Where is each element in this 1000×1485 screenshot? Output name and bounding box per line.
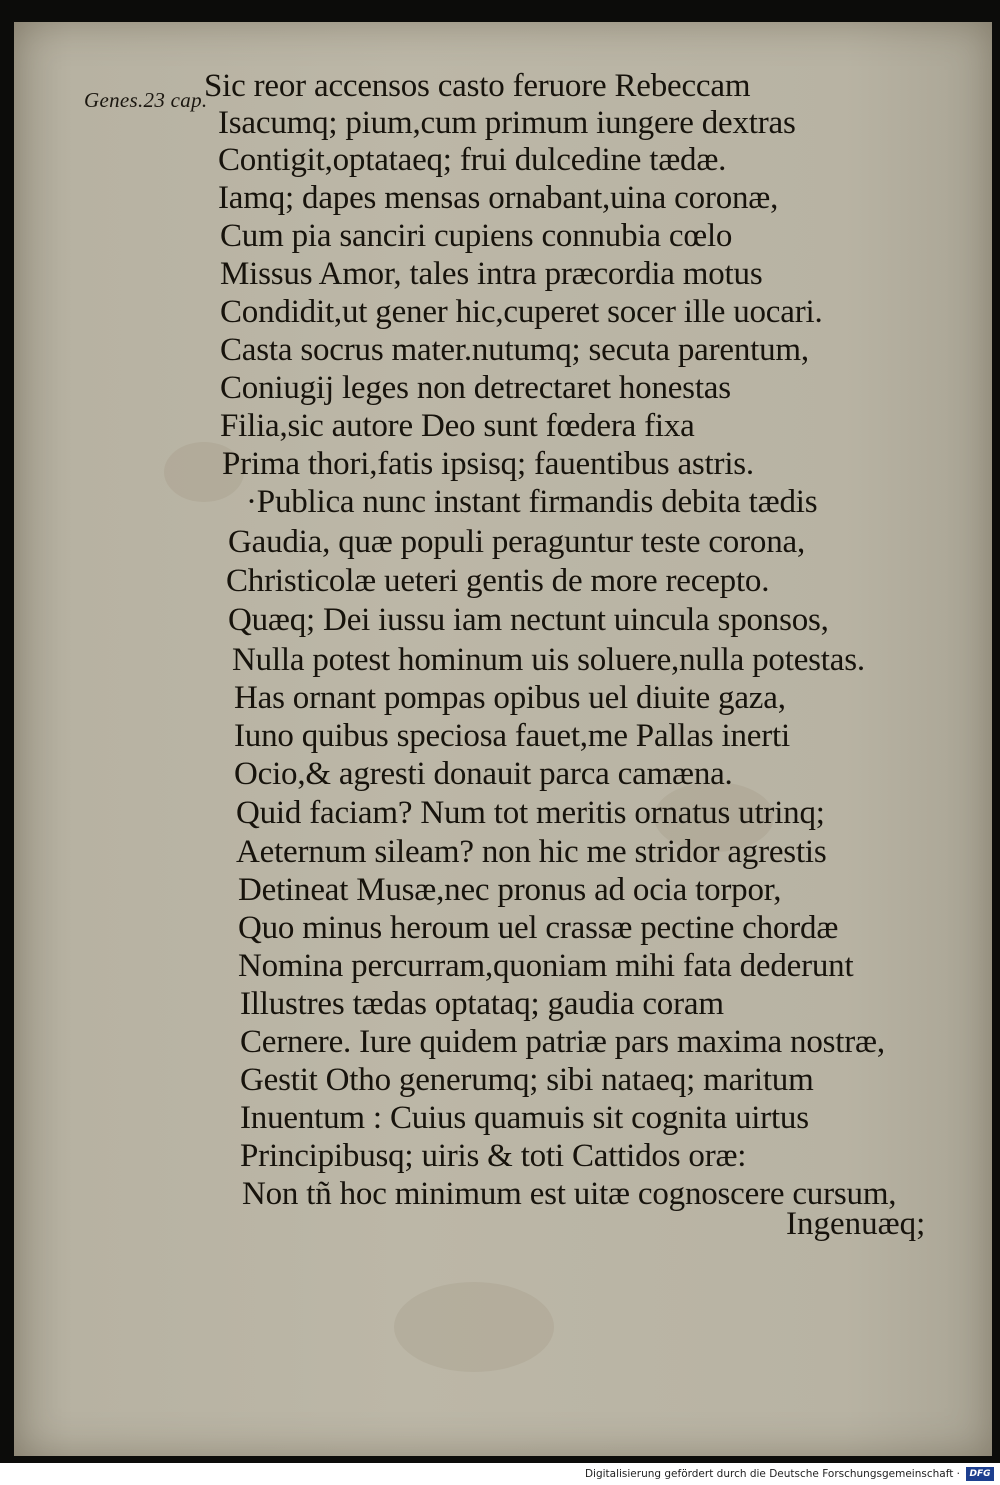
catchword: Ingenuæq;: [786, 1206, 926, 1242]
verse-line: Quid faciam? Num tot meritis ornatus utrinq;: [236, 795, 825, 831]
verse-line: Filia,sic autore Deo sunt fœdera fixa: [220, 408, 695, 444]
verse-line: Cernere. Iure quidem patriæ pars maxima nostræ,: [240, 1024, 885, 1060]
funding-credit: Digitalisierung gefördert durch die Deutsche Forschungsgemeinschaft ·: [584, 1468, 960, 1480]
verse-line: Gaudia, quæ populi peraguntur teste corona,: [228, 524, 805, 560]
verse-line: Inuentum : Cuius quamuis sit cognita uirtus: [240, 1100, 809, 1136]
digitization-footer: [0, 1463, 1000, 1485]
verse-line: Detineat Musæ,nec pronus ad ocia torpor,: [238, 872, 782, 908]
verse-line: Iuno quibus speciosa fauet,me Pallas inerti: [234, 718, 790, 754]
dfg-logo-icon: DFG: [966, 1467, 994, 1481]
verse-line: Prima thori,fatis ipsisq; fauentibus astris.: [222, 446, 754, 482]
verse-line: Isacumq; pium,cum primum iungere dextras: [218, 105, 796, 141]
verse-line: Principibusq; uiris & toti Cattidos oræ:: [240, 1138, 747, 1174]
verse-line: Aeternum sileam? non hic me stridor agrestis: [236, 834, 827, 870]
verse-line: Iamq; dapes mensas ornabant,uina coronæ,: [218, 180, 779, 216]
verse-line: Christicolæ ueteri gentis de more recepto.: [226, 563, 770, 599]
verse-line: Cum pia sanciri cupiens connubia cœlo: [220, 218, 733, 254]
verse-line: Condidit,ut gener hic,cuperet socer ille uocari.: [220, 294, 823, 330]
verse-line: Ocio,& agresti donauit parca camæna.: [234, 756, 733, 792]
verse-line: Contigit,optataeq; frui dulcedine tædæ.: [218, 142, 727, 178]
verse-line: Nomina percurram,quoniam mihi fata dederunt: [238, 948, 854, 984]
verse-line: Illustres tædas optataq; gaudia coram: [240, 986, 724, 1022]
verse-line: Sic reor accensos casto feruore Rebeccam: [204, 68, 751, 104]
verse-line: Gestit Otho generumq; sibi nataeq; maritum: [240, 1062, 814, 1098]
verse-line: Quæq; Dei iussu iam nectunt uincula sponsos,: [228, 602, 829, 638]
verse-line: Has ornant pompas opibus uel diuite gaza,: [234, 680, 786, 716]
verse-line: ·Publica nunc instant firmandis debita tædis: [246, 484, 818, 520]
verse-line: Missus Amor, tales intra præcordia motus: [220, 256, 763, 292]
marginal-note: Genes.23 cap.: [84, 88, 208, 112]
verse-line: Non tñ hoc minimum est uitæ cognoscere cursum,: [242, 1176, 897, 1212]
verse-line: Nulla potest hominum uis soluere,nulla potestas.: [232, 642, 865, 678]
verse-line: Coniugij leges non detrectaret honestas: [220, 370, 731, 406]
verse-line: Casta socrus mater.nutumq; secuta parentum,: [220, 332, 809, 368]
verse-line: Quo minus heroum uel crassæ pectine chordæ: [238, 910, 839, 946]
